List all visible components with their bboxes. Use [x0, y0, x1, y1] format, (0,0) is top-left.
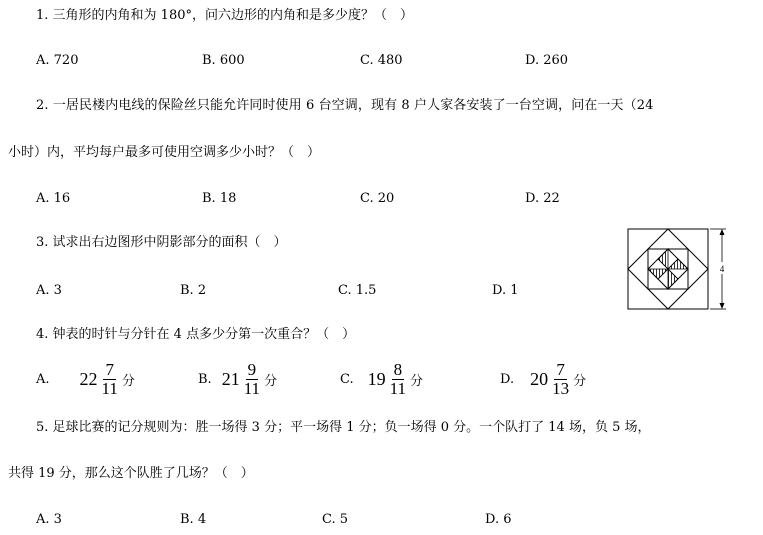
- option-whole-number: 19: [367, 369, 386, 389]
- q1-option-a: A. 720: [36, 53, 79, 68]
- option-whole-number: 21: [221, 369, 240, 389]
- option-fraction: [100, 361, 120, 398]
- q4-option-b: [198, 361, 277, 398]
- fraction-denominator: 13: [552, 379, 570, 398]
- option-unit: 分: [121, 374, 135, 389]
- fraction-denominator: 11: [101, 379, 118, 398]
- q2-option-c: C. 20: [360, 191, 395, 206]
- question-3-text: 3. 试求出右边图形中阴影部分的面积（ ）: [36, 235, 287, 250]
- q4-option-a: [36, 361, 135, 398]
- q3-option-b: B. 2: [180, 283, 207, 298]
- nested-squares-figure: [622, 227, 742, 313]
- q4-option-c: [340, 361, 423, 398]
- q1-option-d: D. 260: [525, 53, 569, 68]
- option-whole-number: 20: [530, 369, 549, 389]
- dimension-label: 4: [719, 264, 725, 274]
- option-letter: B.: [198, 372, 212, 387]
- question-4-text: 4. 钟表的时针与分针在 4 点多少分第一次重合？（ ）: [36, 327, 356, 342]
- question-5-text-line2: 共得 19 分，那么这个队胜了几场？（ ）: [8, 466, 254, 481]
- q5-option-d: D. 6: [485, 512, 512, 527]
- question-1-text: 1. 三角形的内角和为 180°，问六边形的内角和是多少度？（ ）: [36, 8, 413, 23]
- q3-option-d: D. 1: [492, 283, 519, 298]
- option-unit: 分: [573, 374, 587, 389]
- q1-option-c: C. 480: [360, 53, 403, 68]
- option-fraction: [242, 361, 262, 398]
- option-unit: 分: [264, 374, 278, 389]
- q2-option-d: D. 22: [525, 191, 560, 206]
- question-2-text-line1: 2. 一居民楼内电线的保险丝只能允许同时使用 6 台空调，现有 8 户人家各安装了一台空调，问在一天（24: [36, 98, 654, 113]
- q2-option-a: A. 16: [36, 191, 71, 206]
- question-5-text-line1: 5. 足球比赛的记分规则为：胜一场得 3 分；平一场得 1 分；负一场得 0 分。一个队打了 14 场，负 5 场，: [36, 420, 651, 435]
- option-fraction: [388, 361, 408, 398]
- q5-option-b: B. 4: [180, 512, 207, 527]
- q5-option-c: C. 5: [322, 512, 349, 527]
- q3-option-c: C. 1.5: [338, 283, 377, 298]
- q5-option-a: A. 3: [36, 512, 62, 527]
- option-letter: A.: [36, 372, 50, 387]
- q3-option-a: A. 3: [36, 283, 62, 298]
- q4-option-d: [500, 361, 586, 398]
- option-letter: C.: [340, 372, 354, 387]
- fraction-numerator: 9: [247, 360, 257, 379]
- q2-option-b: B. 18: [202, 191, 237, 206]
- fraction-denominator: 11: [389, 379, 406, 398]
- fraction-numerator: 7: [556, 360, 565, 379]
- fraction-numerator: 8: [393, 360, 403, 379]
- fraction-numerator: 7: [105, 360, 114, 379]
- option-letter: D.: [500, 372, 515, 387]
- option-unit: 分: [410, 374, 424, 389]
- option-fraction: [550, 361, 571, 398]
- question-2-text-line2: 小时）内，平均每户最多可使用空调多少小时？（ ）: [8, 145, 321, 160]
- option-whole-number: 22: [79, 369, 98, 389]
- q1-option-b: B. 600: [202, 53, 245, 68]
- fraction-denominator: 11: [243, 379, 261, 398]
